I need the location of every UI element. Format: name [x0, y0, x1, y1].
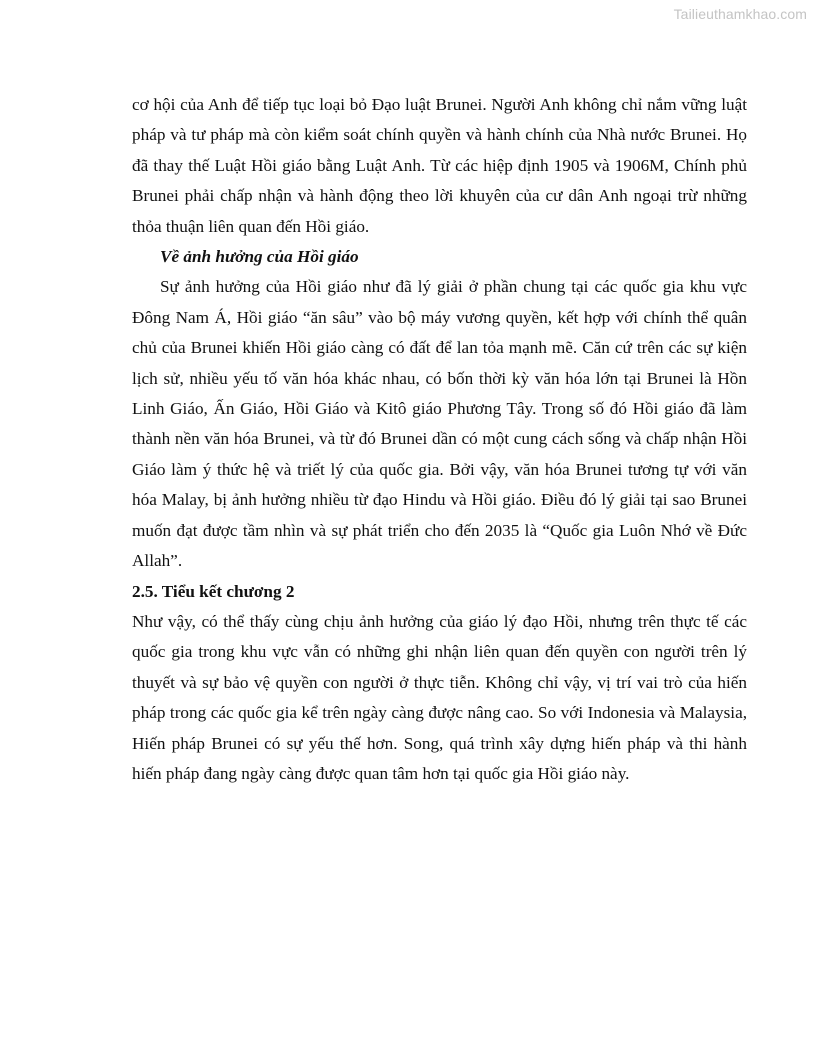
document-body [132, 90, 747, 789]
paragraph-chapter-summary: Như vậy, có thể thấy cùng chịu ảnh hưởng của giáo lý đạo Hồi, nhưng trên thực tế các quốc gia trong khu vực vẫn có những ghi nhận liên quan đến quyền con người trên lý thuyết và sự bảo vệ quyền con người ở thực tiễn. Không chỉ vậy, vị trí vai trò của hiến pháp trong các quốc gia kể trên ngày càng được nâng cao. So với Indonesia và Malaysia, Hiến pháp Brunei có sự yếu thế hơn. Song, quá trình xây dựng hiến pháp và thi hành hiến pháp đang ngày càng được quan tâm hơn tại quốc gia Hồi giáo này. [132, 611, 747, 783]
subheading-islam-influence: Về ảnh hưởng của Hồi giáo [160, 247, 359, 267]
paragraph-islam-influence: Sự ảnh hưởng của Hồi giáo như đã lý giải ở phần chung tại các quốc gia khu vực Đông Nam Á, Hồi giáo “ăn sâu” vào bộ máy vương quyền, kết hợp với chính thể quân chủ của Brunei khiến Hồi giáo càng có đất để lan tỏa mạnh mẽ. Căn cứ trên các sự kiện lịch sử, nhiều yếu tố văn hóa khác nhau, có bốn thời kỳ văn hóa lớn tại Brunei là Hồn Linh Giáo, Ấn Giáo, Hồi Giáo và Kitô giáo Phương Tây. Trong số đó Hồi giáo đã làm thành nền văn hóa Brunei, và từ đó Brunei dần có một cung cách sống và chấp nhận Hồi Giáo làm ý thức hệ và triết lý của quốc gia. Bởi vậy, văn hóa Brunei tương tự với văn hóa Malay, bị ảnh hưởng nhiều từ đạo Hindu và Hồi giáo. Điều đó lý giải tại sao Brunei muốn đạt được tầm nhìn và sự phát triển cho đến 2035 là “Quốc gia Luôn Nhớ về Đức Allah”. [132, 277, 747, 571]
watermark-text: Tailieuthamkhao.com [673, 6, 807, 22]
paragraph-continuation: cơ hội của Anh để tiếp tục loại bỏ Đạo luật Brunei. Người Anh không chỉ nắm vững luật pháp và tư pháp mà còn kiểm soát chính quyền và hành chính của Nhà nước Brunei. Họ đã thay thế Luật Hồi giáo bằng Luật Anh. Từ các hiệp định 1905 và 1906M, Chính phủ Brunei phải chấp nhận và hành động theo lời khuyên của cư dân Anh ngoại trừ những thỏa thuận liên quan đến Hồi giáo. [132, 95, 747, 236]
section-title-chapter-summary: 2.5. Tiểu kết chương 2 [132, 581, 295, 601]
